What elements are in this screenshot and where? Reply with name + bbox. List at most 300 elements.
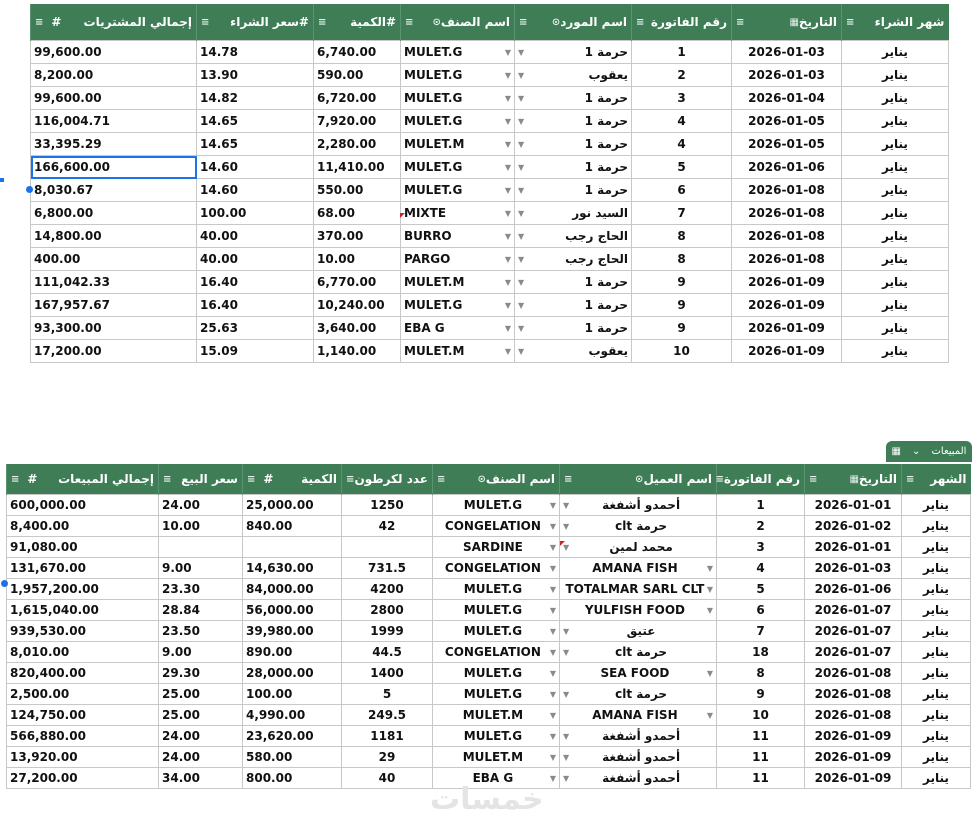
invoice-number-cell[interactable]: 11 — [717, 768, 805, 789]
chevron-down-icon[interactable]: ▼ — [549, 731, 556, 741]
filter-icon[interactable]: ≡ — [519, 16, 528, 28]
quantity-cell[interactable]: 550.00 — [314, 179, 401, 202]
invoice-number-cell[interactable]: 3 — [632, 87, 732, 110]
chevron-down-icon[interactable]: ▼ — [504, 139, 511, 149]
invoice-number-cell[interactable]: 9 — [717, 684, 805, 705]
item-name-cell[interactable] — [401, 87, 515, 110]
filter-icon[interactable]: ≡ — [11, 473, 20, 485]
chevron-down-icon[interactable]: ▼ — [504, 93, 511, 103]
total-purchases-cell[interactable]: 93,300.00 — [31, 317, 197, 340]
date-cell[interactable]: 2026-01-08 — [732, 225, 842, 248]
purchase-price-cell[interactable]: 40.00 — [197, 225, 314, 248]
quantity-cell[interactable]: 10,240.00 — [314, 294, 401, 317]
carton-count-cell[interactable]: 1181 — [342, 726, 433, 747]
dropdown-cell[interactable] — [563, 666, 713, 680]
month-cell[interactable]: يناير — [902, 642, 971, 663]
item-name-cell[interactable] — [401, 133, 515, 156]
month-cell[interactable]: يناير — [842, 340, 949, 363]
dropdown-cell[interactable] — [518, 160, 628, 174]
client-name-cell[interactable] — [560, 663, 717, 684]
dropdown-cell[interactable] — [518, 321, 628, 335]
total-purchases-cell[interactable]: 17,200.00 — [31, 340, 197, 363]
supplier-name-cell[interactable] — [515, 87, 632, 110]
total-purchases-cell[interactable]: 167,957.67 — [31, 294, 197, 317]
month-cell[interactable]: يناير — [842, 110, 949, 133]
purchases-col-header[interactable] — [732, 4, 842, 41]
dropdown-cell[interactable] — [563, 645, 713, 659]
date-cell[interactable]: 2026-01-08 — [805, 663, 902, 684]
chevron-down-icon[interactable]: ▼ — [549, 752, 556, 762]
dropdown-cell[interactable] — [518, 275, 628, 289]
sheet-selector-button[interactable] — [886, 441, 972, 462]
total-purchases-cell[interactable]: 14,800.00 — [31, 225, 197, 248]
quantity-cell[interactable]: 39,980.00 — [243, 621, 342, 642]
invoice-number-cell[interactable]: 2 — [717, 516, 805, 537]
month-cell[interactable]: يناير — [902, 495, 971, 516]
sales-col-header[interactable] — [159, 464, 243, 495]
item-name-cell[interactable] — [433, 516, 560, 537]
date-cell[interactable]: 2026-01-03 — [732, 41, 842, 64]
dropdown-cell[interactable] — [436, 624, 556, 638]
chevron-down-icon[interactable]: ▼ — [549, 521, 556, 531]
dropdown-cell[interactable] — [563, 519, 713, 533]
month-cell[interactable]: يناير — [842, 294, 949, 317]
quantity-cell[interactable]: 25,000.00 — [243, 495, 342, 516]
quantity-cell[interactable]: 890.00 — [243, 642, 342, 663]
dropdown-cell[interactable] — [436, 561, 556, 575]
month-cell[interactable]: يناير — [902, 621, 971, 642]
filter-icon[interactable]: ≡ — [318, 16, 327, 28]
sale-price-cell[interactable]: 23.30 — [159, 579, 243, 600]
purchase-price-cell[interactable]: 14.65 — [197, 110, 314, 133]
chevron-down-icon[interactable]: ▼ — [504, 185, 511, 195]
quantity-cell[interactable]: 840.00 — [243, 516, 342, 537]
sales-col-header[interactable] — [717, 464, 805, 495]
month-cell[interactable]: يناير — [842, 133, 949, 156]
date-cell[interactable]: 2026-01-01 — [805, 495, 902, 516]
month-cell[interactable]: يناير — [902, 558, 971, 579]
total-sales-cell[interactable]: 1,957,200.00 — [7, 579, 159, 600]
invoice-number-cell[interactable]: 4 — [632, 110, 732, 133]
dropdown-cell[interactable] — [563, 561, 713, 575]
date-cell[interactable]: 2026-01-09 — [732, 340, 842, 363]
purchases-col-header[interactable] — [515, 4, 632, 41]
filter-icon[interactable]: ≡ — [346, 473, 355, 485]
date-cell[interactable]: 2026-01-03 — [732, 64, 842, 87]
date-cell[interactable]: 2026-01-05 — [732, 110, 842, 133]
invoice-number-cell[interactable]: 9 — [632, 271, 732, 294]
item-name-cell[interactable] — [433, 558, 560, 579]
sales-col-header[interactable] — [805, 464, 902, 495]
item-name-cell[interactable] — [401, 271, 515, 294]
total-sales-cell[interactable]: 91,080.00 — [7, 537, 159, 558]
supplier-name-cell[interactable] — [515, 133, 632, 156]
invoice-number-cell[interactable]: 8 — [632, 248, 732, 271]
carton-count-cell[interactable]: 40 — [342, 768, 433, 789]
dropdown-cell[interactable] — [436, 666, 556, 680]
invoice-number-cell[interactable]: 3 — [717, 537, 805, 558]
client-name-cell[interactable] — [560, 537, 717, 558]
purchases-col-header[interactable] — [197, 4, 314, 41]
invoice-number-cell[interactable]: 9 — [632, 294, 732, 317]
quantity-cell[interactable]: 6,740.00 — [314, 41, 401, 64]
sale-price-cell[interactable]: 25.00 — [159, 705, 243, 726]
month-cell[interactable]: يناير — [902, 726, 971, 747]
item-name-cell[interactable] — [433, 621, 560, 642]
date-cell[interactable]: 2026-01-09 — [805, 747, 902, 768]
date-cell[interactable]: 2026-01-08 — [732, 179, 842, 202]
total-sales-cell[interactable]: 131,670.00 — [7, 558, 159, 579]
dropdown-cell[interactable] — [436, 540, 556, 554]
chevron-down-icon[interactable]: ▼ — [518, 277, 525, 287]
purchase-price-cell[interactable]: 16.40 — [197, 294, 314, 317]
supplier-name-cell[interactable] — [515, 41, 632, 64]
chevron-down-icon[interactable]: ▼ — [549, 500, 556, 510]
sale-price-cell[interactable]: 25.00 — [159, 684, 243, 705]
sales-col-header[interactable] — [560, 464, 717, 495]
client-name-cell[interactable] — [560, 558, 717, 579]
filter-icon[interactable]: ≡ — [736, 16, 745, 28]
carton-count-cell[interactable]: 2800 — [342, 600, 433, 621]
month-cell[interactable]: يناير — [842, 271, 949, 294]
chevron-down-icon[interactable]: ▼ — [518, 70, 525, 80]
chevron-down-icon[interactable]: ▼ — [549, 605, 556, 615]
item-name-cell[interactable] — [401, 110, 515, 133]
invoice-number-cell[interactable]: 4 — [632, 133, 732, 156]
purchase-price-cell[interactable]: 13.90 — [197, 64, 314, 87]
item-name-cell[interactable] — [401, 340, 515, 363]
chevron-down-icon[interactable]: ▼ — [706, 668, 713, 678]
total-purchases-cell[interactable]: 116,004.71 — [31, 110, 197, 133]
filter-icon[interactable]: ≡ — [809, 473, 818, 485]
purchase-price-cell[interactable]: 14.78 — [197, 41, 314, 64]
month-cell[interactable]: يناير — [902, 705, 971, 726]
selection-handle[interactable] — [26, 186, 33, 193]
item-name-cell[interactable] — [401, 64, 515, 87]
month-cell[interactable]: يناير — [902, 600, 971, 621]
purchase-price-cell[interactable]: 14.60 — [197, 156, 314, 179]
chevron-down-icon[interactable]: ▼ — [518, 208, 525, 218]
date-cell[interactable]: 2026-01-08 — [732, 202, 842, 225]
filter-icon[interactable]: ≡ — [163, 473, 172, 485]
chevron-down-icon[interactable]: ▼ — [504, 231, 511, 241]
month-cell[interactable]: يناير — [902, 684, 971, 705]
total-purchases-cell[interactable]: 166,600.00 — [31, 156, 197, 179]
dropdown-cell[interactable] — [563, 582, 713, 596]
month-cell[interactable]: يناير — [902, 663, 971, 684]
total-purchases-cell[interactable]: 6,800.00 — [31, 202, 197, 225]
quantity-cell[interactable]: 2,280.00 — [314, 133, 401, 156]
dropdown-cell[interactable] — [518, 229, 628, 243]
sale-price-cell[interactable]: 9.00 — [159, 642, 243, 663]
purchase-price-cell[interactable]: 14.60 — [197, 179, 314, 202]
client-name-cell[interactable] — [560, 768, 717, 789]
month-cell[interactable]: يناير — [902, 747, 971, 768]
invoice-number-cell[interactable]: 5 — [717, 579, 805, 600]
month-cell[interactable]: يناير — [842, 179, 949, 202]
date-cell[interactable]: 2026-01-08 — [805, 705, 902, 726]
chevron-down-icon[interactable]: ▼ — [518, 162, 525, 172]
client-name-cell[interactable] — [560, 600, 717, 621]
dropdown-cell[interactable] — [563, 729, 713, 743]
dropdown-cell[interactable] — [518, 344, 628, 358]
chevron-down-icon[interactable]: ▼ — [518, 346, 525, 356]
dropdown-cell[interactable] — [563, 624, 713, 638]
month-cell[interactable]: يناير — [842, 64, 949, 87]
sales-col-header[interactable] — [243, 464, 342, 495]
total-sales-cell[interactable]: 600,000.00 — [7, 495, 159, 516]
sales-col-header[interactable] — [7, 464, 159, 495]
dropdown-cell[interactable] — [436, 603, 556, 617]
chevron-down-icon[interactable]: ▼ — [518, 300, 525, 310]
quantity-cell[interactable]: 6,770.00 — [314, 271, 401, 294]
item-name-cell[interactable] — [401, 41, 515, 64]
sale-price-cell[interactable]: 29.30 — [159, 663, 243, 684]
chevron-down-icon[interactable]: ▼ — [504, 254, 511, 264]
invoice-number-cell[interactable]: 5 — [632, 156, 732, 179]
dropdown-cell[interactable] — [518, 206, 628, 220]
month-cell[interactable]: يناير — [842, 156, 949, 179]
quantity-cell[interactable] — [243, 537, 342, 558]
item-name-cell[interactable] — [433, 705, 560, 726]
date-cell[interactable]: 2026-01-06 — [732, 156, 842, 179]
dropdown-cell[interactable] — [404, 321, 511, 335]
invoice-number-cell[interactable]: 11 — [717, 726, 805, 747]
sale-price-cell[interactable]: 24.00 — [159, 747, 243, 768]
sale-price-cell[interactable]: 24.00 — [159, 495, 243, 516]
dropdown-cell[interactable] — [404, 183, 511, 197]
chevron-down-icon[interactable]: ▼ — [504, 162, 511, 172]
total-sales-cell[interactable]: 2,500.00 — [7, 684, 159, 705]
invoice-number-cell[interactable]: 10 — [632, 340, 732, 363]
sale-price-cell[interactable]: 23.50 — [159, 621, 243, 642]
purchase-price-cell[interactable]: 16.40 — [197, 271, 314, 294]
chevron-down-icon[interactable]: ▼ — [518, 254, 525, 264]
quantity-cell[interactable]: 580.00 — [243, 747, 342, 768]
chevron-down-icon[interactable]: ▼ — [518, 116, 525, 126]
item-name-cell[interactable] — [433, 537, 560, 558]
total-purchases-cell[interactable]: 8,030.67 — [31, 179, 197, 202]
dropdown-cell[interactable] — [436, 750, 556, 764]
total-sales-cell[interactable]: 566,880.00 — [7, 726, 159, 747]
date-cell[interactable]: 2026-01-02 — [805, 516, 902, 537]
chevron-down-icon[interactable]: ▼ — [504, 277, 511, 287]
total-sales-cell[interactable]: 27,200.00 — [7, 768, 159, 789]
quantity-cell[interactable]: 1,140.00 — [314, 340, 401, 363]
total-sales-cell[interactable]: 8,010.00 — [7, 642, 159, 663]
quantity-cell[interactable]: 28,000.00 — [243, 663, 342, 684]
chevron-down-icon[interactable]: ▼ — [549, 689, 556, 699]
month-cell[interactable]: يناير — [902, 768, 971, 789]
dropdown-cell[interactable] — [563, 771, 713, 785]
dropdown-cell[interactable] — [404, 68, 511, 82]
chevron-down-icon[interactable]: ▼ — [518, 47, 525, 57]
filter-icon[interactable]: ≡ — [564, 473, 573, 485]
filter-icon[interactable]: ≡ — [636, 16, 645, 28]
supplier-name-cell[interactable] — [515, 110, 632, 133]
invoice-number-cell[interactable]: 7 — [632, 202, 732, 225]
date-cell[interactable]: 2026-01-07 — [805, 621, 902, 642]
dropdown-cell[interactable] — [518, 45, 628, 59]
dropdown-cell[interactable] — [436, 498, 556, 512]
quantity-cell[interactable]: 4,990.00 — [243, 705, 342, 726]
supplier-name-cell[interactable] — [515, 202, 632, 225]
chevron-down-icon[interactable]: ▼ — [504, 300, 511, 310]
item-name-cell[interactable] — [401, 317, 515, 340]
item-name-cell[interactable] — [433, 663, 560, 684]
dropdown-cell[interactable] — [436, 729, 556, 743]
chevron-down-icon[interactable]: ▼ — [706, 563, 713, 573]
client-name-cell[interactable] — [560, 516, 717, 537]
date-cell[interactable]: 2026-01-09 — [732, 317, 842, 340]
carton-count-cell[interactable]: 1250 — [342, 495, 433, 516]
chevron-down-icon[interactable]: ▼ — [549, 710, 556, 720]
month-cell[interactable]: يناير — [902, 537, 971, 558]
chevron-down-icon[interactable]: ▼ — [518, 231, 525, 241]
total-purchases-cell[interactable]: 33,395.29 — [31, 133, 197, 156]
quantity-cell[interactable]: 800.00 — [243, 768, 342, 789]
chevron-down-icon[interactable]: ▼ — [549, 542, 556, 552]
client-name-cell[interactable] — [560, 621, 717, 642]
purchases-col-header[interactable] — [314, 4, 401, 41]
date-cell[interactable]: 2026-01-03 — [805, 558, 902, 579]
chevron-down-icon[interactable]: ▼ — [504, 70, 511, 80]
dropdown-cell[interactable] — [436, 687, 556, 701]
quantity-cell[interactable]: 590.00 — [314, 64, 401, 87]
chevron-down-icon[interactable]: ▼ — [518, 185, 525, 195]
purchases-col-header[interactable] — [31, 4, 197, 41]
invoice-number-cell[interactable]: 6 — [632, 179, 732, 202]
chevron-down-icon[interactable]: ▼ — [504, 208, 511, 218]
dropdown-cell[interactable] — [404, 91, 511, 105]
total-sales-cell[interactable]: 1,615,040.00 — [7, 600, 159, 621]
purchases-col-header[interactable] — [401, 4, 515, 41]
dropdown-cell[interactable] — [404, 114, 511, 128]
invoice-number-cell[interactable]: 1 — [717, 495, 805, 516]
dropdown-cell[interactable] — [404, 206, 511, 220]
item-name-cell[interactable] — [433, 747, 560, 768]
selection-handle[interactable] — [1, 580, 8, 587]
chevron-down-icon[interactable]: ▼ — [518, 93, 525, 103]
quantity-cell[interactable]: 84,000.00 — [243, 579, 342, 600]
date-cell[interactable]: 2026-01-08 — [732, 248, 842, 271]
filter-icon[interactable]: ≡ — [437, 473, 446, 485]
dropdown-cell[interactable] — [436, 645, 556, 659]
purchase-price-cell[interactable]: 15.09 — [197, 340, 314, 363]
dropdown-cell[interactable] — [404, 229, 511, 243]
invoice-number-cell[interactable]: 8 — [632, 225, 732, 248]
dropdown-cell[interactable] — [518, 298, 628, 312]
dropdown-cell[interactable] — [404, 45, 511, 59]
chevron-down-icon[interactable]: ▼ — [549, 626, 556, 636]
total-purchases-cell[interactable]: 99,600.00 — [31, 41, 197, 64]
carton-count-cell[interactable]: 1400 — [342, 663, 433, 684]
item-name-cell[interactable] — [433, 726, 560, 747]
invoice-number-cell[interactable]: 4 — [717, 558, 805, 579]
total-purchases-cell[interactable]: 400.00 — [31, 248, 197, 271]
supplier-name-cell[interactable] — [515, 271, 632, 294]
dropdown-cell[interactable] — [518, 114, 628, 128]
dropdown-cell[interactable] — [563, 540, 713, 554]
total-sales-cell[interactable]: 820,400.00 — [7, 663, 159, 684]
carton-count-cell[interactable]: 1999 — [342, 621, 433, 642]
total-sales-cell[interactable]: 13,920.00 — [7, 747, 159, 768]
total-purchases-cell[interactable]: 111,042.33 — [31, 271, 197, 294]
dropdown-cell[interactable] — [518, 137, 628, 151]
client-name-cell[interactable] — [560, 747, 717, 768]
item-name-cell[interactable] — [401, 294, 515, 317]
chevron-down-icon[interactable]: ▼ — [563, 521, 570, 531]
carton-count-cell[interactable]: 4200 — [342, 579, 433, 600]
client-name-cell[interactable] — [560, 705, 717, 726]
purchase-price-cell[interactable]: 40.00 — [197, 248, 314, 271]
chevron-down-icon[interactable]: ▼ — [504, 116, 511, 126]
sale-price-cell[interactable] — [159, 537, 243, 558]
chevron-down-icon[interactable]: ▼ — [563, 773, 570, 783]
chevron-down-icon[interactable]: ▼ — [549, 773, 556, 783]
invoice-number-cell[interactable]: 11 — [717, 747, 805, 768]
chevron-down-icon[interactable]: ▼ — [706, 584, 713, 594]
item-name-cell[interactable] — [401, 225, 515, 248]
quantity-cell[interactable]: 3,640.00 — [314, 317, 401, 340]
supplier-name-cell[interactable] — [515, 156, 632, 179]
month-cell[interactable]: يناير — [842, 225, 949, 248]
supplier-name-cell[interactable] — [515, 64, 632, 87]
date-cell[interactable]: 2026-01-08 — [805, 684, 902, 705]
date-cell[interactable]: 2026-01-09 — [732, 271, 842, 294]
dropdown-cell[interactable] — [518, 68, 628, 82]
total-sales-cell[interactable]: 124,750.00 — [7, 705, 159, 726]
sale-price-cell[interactable]: 9.00 — [159, 558, 243, 579]
chevron-down-icon[interactable]: ▼ — [706, 710, 713, 720]
chevron-down-icon[interactable]: ▼ — [504, 47, 511, 57]
date-cell[interactable]: 2026-01-07 — [805, 600, 902, 621]
carton-count-cell[interactable]: 249.5 — [342, 705, 433, 726]
date-cell[interactable]: 2026-01-01 — [805, 537, 902, 558]
chevron-down-icon[interactable]: ▼ — [563, 689, 570, 699]
dropdown-cell[interactable] — [518, 91, 628, 105]
supplier-name-cell[interactable] — [515, 225, 632, 248]
chevron-down-icon[interactable]: ▼ — [549, 647, 556, 657]
date-cell[interactable]: 2026-01-09 — [732, 294, 842, 317]
total-purchases-cell[interactable]: 8,200.00 — [31, 64, 197, 87]
date-cell[interactable]: 2026-01-06 — [805, 579, 902, 600]
client-name-cell[interactable] — [560, 726, 717, 747]
quantity-cell[interactable]: 10.00 — [314, 248, 401, 271]
sales-col-header[interactable] — [902, 464, 971, 495]
item-name-cell[interactable] — [433, 579, 560, 600]
invoice-number-cell[interactable]: 9 — [632, 317, 732, 340]
carton-count-cell[interactable] — [342, 537, 433, 558]
filter-icon[interactable]: ≡ — [405, 16, 414, 28]
dropdown-cell[interactable] — [563, 687, 713, 701]
client-name-cell[interactable] — [560, 579, 717, 600]
dropdown-cell[interactable] — [563, 750, 713, 764]
purchase-price-cell[interactable]: 14.65 — [197, 133, 314, 156]
supplier-name-cell[interactable] — [515, 340, 632, 363]
total-purchases-cell[interactable]: 99,600.00 — [31, 87, 197, 110]
sales-col-header[interactable] — [342, 464, 433, 495]
dropdown-cell[interactable] — [436, 582, 556, 596]
date-cell[interactable]: 2026-01-07 — [805, 642, 902, 663]
quantity-cell[interactable]: 100.00 — [243, 684, 342, 705]
invoice-number-cell[interactable]: 2 — [632, 64, 732, 87]
chevron-down-icon[interactable]: ▼ — [563, 500, 570, 510]
sale-price-cell[interactable]: 24.00 — [159, 726, 243, 747]
filter-icon[interactable]: ≡ — [247, 473, 256, 485]
chevron-down-icon[interactable]: ▼ — [518, 323, 525, 333]
total-sales-cell[interactable]: 939,530.00 — [7, 621, 159, 642]
